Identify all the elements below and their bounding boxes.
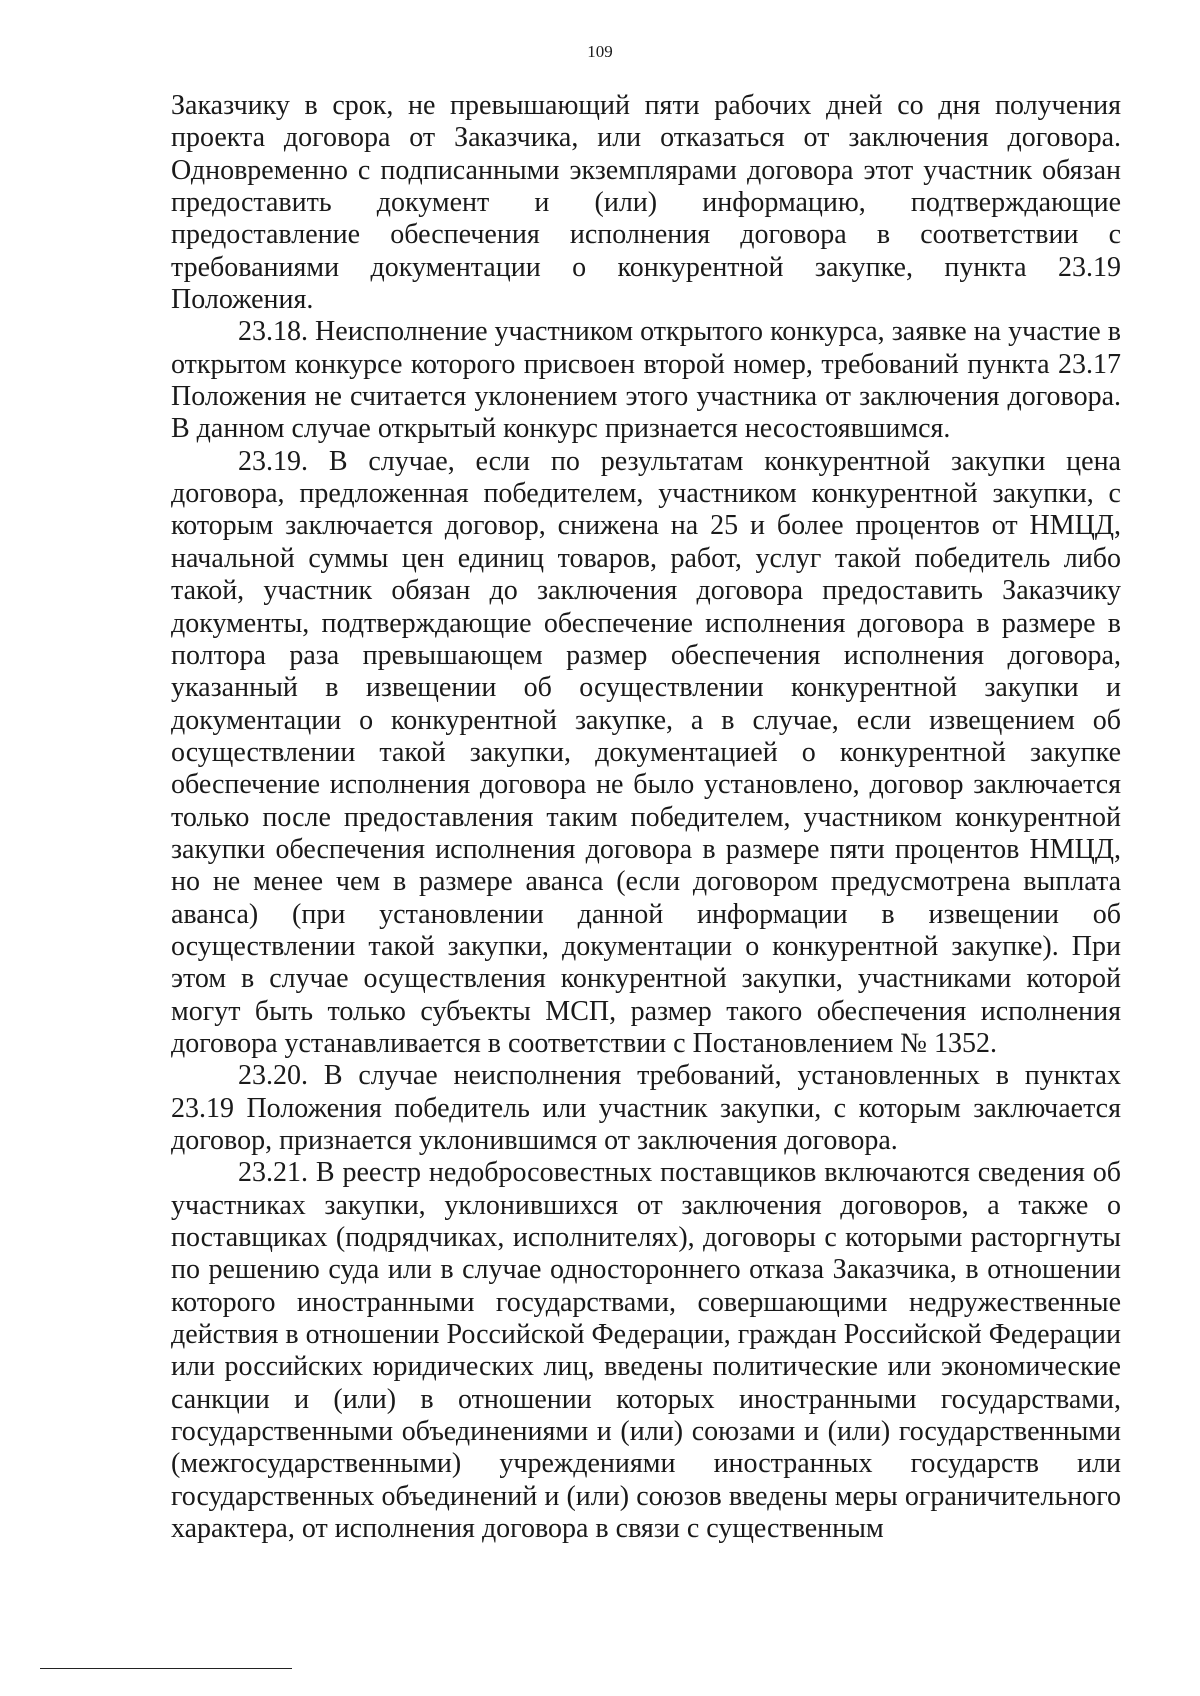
paragraph-23-18: 23.18. Неисполнение участником открытого конкурса, заявке на участие в открытом конкурсе которого присвоен второй номер, требований пункта 23.17 Положения не считается уклонением этого участника от заключения договора. В данном случае открытый конкурс признается несостоявшимся. — [171, 316, 1121, 445]
document-body — [171, 90, 1121, 1545]
paragraph-23-19: 23.19. В случае, если по результатам конкурентной закупки цена договора, предложенная победителем, участником конкурентной закупки, с которым заключается договор, снижена на 25 и более процентов от НМЦД, начальной суммы цен единиц товаров, работ, услуг такой победитель либо такой, участник обязан до заключения договора предоставить Заказчику документы, подтверждающие обеспечение исполнения договора в размере в полтора раза превышающем размер обеспечения исполнения договора, указанный в извещении об осуществлении конкурентной закупки и документации о конкурентной закупке, а в случае, если извещением об осуществлении такой закупки, документацией о конкурентной закупке обеспечение исполнения договора не было установлено, договор заключается только после предоставления таким победителем, участником конкурентной закупки обеспечения исполнения договора в размере пяти процентов НМЦД, но не менее чем в размере аванса (если договором предусмотрена выплата аванса) (при установлении данной информации в извещении об осуществлении такой закупки, документации о конкурентной закупке). При этом в случае осуществления конкурентной закупки, участниками которой могут быть только субъекты МСП, размер такого обеспечения исполнения договора устанавливается в соответствии с Постановлением № 1352. — [171, 445, 1121, 1059]
footnote-separator — [40, 1668, 292, 1669]
page-number: 109 — [587, 42, 613, 61]
paragraph-23-20: 23.20. В случае неисполнения требований, установленных в пунктах 23.19 Положения победитель или участник закупки, с которым заключается договор, признается уклонившимся от заключения договора. — [171, 1060, 1121, 1156]
paragraph-continuation: Заказчику в срок, не превышающий пяти рабочих дней со дня получения проекта договора от Заказчика, или отказаться от заключения договора. Одновременно с подписанными экземплярами договора этот участник обязан предоставить документ и (или) информацию, подтверждающие предоставление обеспечения исполнения договора в соответствии с требованиями документации о конкурентной закупке, пункта 23.19 Положения. — [171, 90, 1121, 316]
paragraph-23-21: 23.21. В реестр недобросовестных поставщиков включаются сведения об участниках закупки, уклонившихся от заключения договоров, а также о поставщиках (подрядчиках, исполнителях), договоры с которыми расторгнуты по решению суда или в случае одностороннего отказа Заказчика, в отношении которого иностранными государствами, совершающими недружественные действия в отношении Российской Федерации, граждан Российской Федерации или российских юридических лиц, введены политические или экономические санкции и (или) в отношении которых иностранными государствами, государственными объединениями и (или) союзами и (или) государственными (межгосударственными) учреждениями иностранных государств или государственных объединений и (или) союзов введены меры ограничительного характера, от исполнения договора в связи с существенным — [171, 1157, 1121, 1545]
